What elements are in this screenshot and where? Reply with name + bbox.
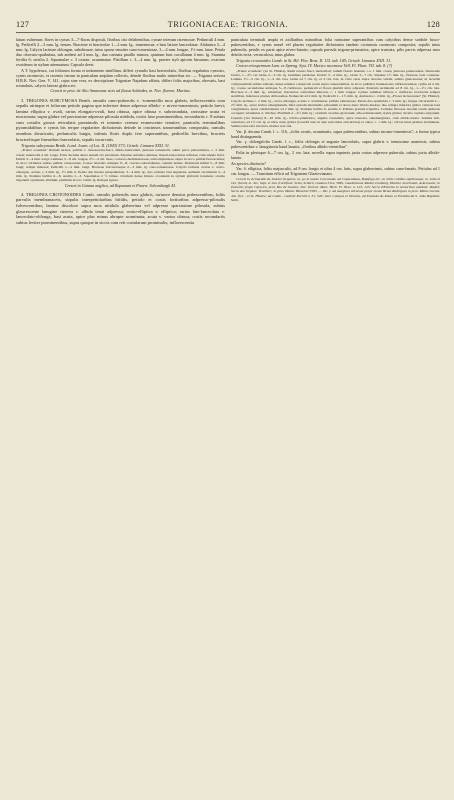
- paragraph: Croton eriospermum Lam. ex Spreng. Syst. IV. Mexico racemose Vell. Fl. Flum. VII. tab. 8. (?): [236, 63, 393, 69]
- paragraph: Var. δ. elliptica, foliis majusculis, ad 8 cm. longis et ultra 4 cm. latis, supra glaberrimis, subtus cano-lanatis. Petiolus ad 1 cm. longus. — Transitum efficit ad Trigoniam Glaziovianam.: [231, 166, 440, 177]
- right-column: [231, 37, 440, 226]
- paragraph: Folia in plerisque 6—7 cm. lg., 2 cm. lata; novella supra inprimis juxta costas adpresse puberula, subtus juxta albido-lanata.: [231, 149, 440, 161]
- species-heading: 3. TRIGONIA SUBCYMOSA Benth. ramulis cano-puberulis v. -tomentellis mox glabris, inflorescentiis cum sepalis utrinque et foliorum petiolo pagina que inferiore dense adpresse albido- v. niveo-tomentosis; petiolo brevi; lamina elliptica v. ovali, rarius elongato-ovali, basi obtusa, apice obtusa v. subrotundata, rarissime acuta et mucronata; supra glabra vel parciusime adpresse pilosula nitidula, costis laxe prominentibus, secundariis c. 8 subtus cum costulis grosse reticulatis prominulis et tomento cereum evanescente tenuiter; paniculis terminalibus pyramidalibus e cymis bis terque regulariter dichotomis deinde in cincinnos transeuntibus compositis; ramulis omnibus divaricatis; pedunculis longis, infimis floris duplo fere superantibus, pedicellis brevibus, bracteis bracteolisque linearibus-lanceolatis, sepalis incurvatis.: [16, 97, 225, 142]
- left-column: [16, 37, 225, 226]
- running-header: [16, 18, 440, 33]
- paragraph: Crescit in Guiana anglica, ad Rapununi et Pirara: Schomburgk 43.: [64, 182, 177, 188]
- paragraph: Var. β. decana Camb. l. c. 116, „foliis ovatis, acuminatis, supra pubescentibus, subtus incano-tomentosis"; a forma typica haud distinguenda.: [231, 128, 440, 139]
- page-number-left: 127: [16, 20, 30, 29]
- paragraph: Crescit in vicinia Rio de Janeiro frequens, ex. gr. in monte Corcovado, ad Copacabana, Botafogo etc., in silvis cultibus septibusque, m. Julio et Oct. floruit, m. Jul., Sept. et Jan. fructificat: Sello, Schüch, Glaziou 3114, 5881, Gaudichaud, Riedel, Lindberg, Houllet, Luschnath, Ackermann; in fruticetis prope Cajoeiro, prov. Rio de Janeiro, Dec. florens: Mart. Herb. Fl. Bras. n. 123, 125; Serra d'Estrella in nemoribus umidum: Riedel; Serra dos Orgãos: Ventilher; in prov. Bahia: Blanchet 3583. — Var. γ. ad margines silvarum prope vicum Bento Rodrigues in prov. Minas Gerais, Jan. flor. ; et St. Hilaire; ad Caldo - Gabriel Pochili n. 31, 326; inter Campos et Victoria, ad Fazenda do Paulo et Presidio da S. João Baptista: Sello.: [231, 176, 440, 202]
- paragraph: A T. hypoleuca, cui foliorum forma et indumento simillima, differt cymulis basi bracteolatis, floribus regularius cymosis, cymis racemosis, et racemis iterum in paniculam amplam collectis, deinde floribus multo minoribus etc. — Trigonia sericea H.B.K. Nov. Gen. V. 141, cujus sine vera, ex descriptione Trigoniae Najadum affinis, differt foliis majoribus, obovatis, basi rotundatis, calycis laterae glabra etc.: [16, 67, 225, 88]
- paragraph: Crescit in prov. de Alto Amazonas vicis ad fluxus Sobindes, m. Nov. florens: Martius.: [50, 88, 191, 94]
- species-heading: 4. TRIGONIA CROTONOIDES Camb. ramulis puberulis mox glabris, rariusve densius pubescentibus; foliis parvulis membranaceis, stipulis interpetiolaribus bifidis, petiolo et costis fortiuribus adpresso-pilosulis fulvescentibus; lamina discolore supra mox nitidula glaberrima vel adpresse sparsissime pilosula, subtus glaucescente lanugine cinerea v. albida tenui adpressa; ovato-elliptica v. elliptica; rarius lato-lanceolata v. lanceolato-oblonga, basi acuta, apice plus minus abrupte acuminata; acuta v. varius obtusa; costis secundariis subtus leviter prominentibus, supra quoque in siccis cum reti costularum prominulis; inflorescentia: [16, 191, 225, 225]
- paragraph: Trigonia crotonoides Camb. in St. Hil. Flor. Bras. II. 115. tab. 105; Griseb. Linnaea XXII. 31.: [236, 57, 392, 63]
- paragraph: latum vulnerum; flores in cymas 3—7-floras dispositi, floribus cito delabentibus, cymae interum racemosae. Pedunculi 4 mm. lg. Pedicelli 2—3 mm. lg. tenues. Bracteae et bracteolae 1—2 mm. lg., tomentosae, e basi latiore lanceolatae. Alabastra 3—4 mm. lg. Calycis laciniae oblongae, subobtusae, intus sparse tenuiter cano-tomentosae, 3—4 mm. longae, 1½ mm. latae. Petala duo obovato-spathulata, sub anthesi ad 4 mm. lg., duo carinata pauillo minora, quintum basi cucullatum 4 mm. lg. Stamina fertilia 6; sterilia 2. Squamulae c. 3 ovatae, acuminatae. Pistillum c. 3—4 mm. lg. praeter styli apicem hirsutum; ovarium ovoideum in stylum attenuatum. Capsula deest.: [16, 37, 225, 68]
- paragraph: Trigonia subcymosa Benth. Lond. Journ. of Lot. II. (1843) 373; Griseb. Linnaea XXII. 31.: [21, 142, 170, 148]
- paragraph: „Frutex scandens" (ex St. Hilaire). Rami teretes fusci, lenticellati; ramuli floreis brunnei, c.a. 1 mm. crassi, juniores pubescentes. Internodia brevia, 1—2½ vel rarius 2—3 cm. lg. Gemmae perulatae. Petioli 3—4 mm. lg., rarius 3—7 cm. Stipulae 1½ mm. lg., fissurae, basi connatae. Lamina 1½—5 cm. lg., 1—2 cm. lata, rarius ad 7 cm. lg. et 3 cm. lata, in vivis certe supra obscure viridis, subtus glaucescens; in novellis compressulum subtus tomento dense tenuiter conspicuis costis supra canescentibus, in sicco pallidior brunnescens. Inflorescentiae, cymis ad 4 cm. lg.; costae secundariae utrinque 5—8 crebriores, pedunculi et flores plurimi ultra adpressi. Panicula terminalis ad 8 cm. lg., 1—1½ cm. lata. Bracteae 2—3 mm. lg., subulatae; bracteolae conformes minores, c. 1 mm. longae. Cymae summae trifurae v. uniflorae, bracteolis semper sterilibus, inferiores pluries dichotomae. Pedunculi ad 2 mm. lg. Pedicelli 1—1½ mm. lg. Alabastra c. 2 mm. lg. „Flores lactescentes" (St. Hilaire). Calycis laciniae c. 2 mm. lg., ovato-oblongae, acutae v. acuminatae, pallide tomentosae. Petala duo spathulata c. 3 mm. lg.; lingue calcaratum 2—2½ mm. lg., apice leviter emarginatum, infra apicem intermedio pilosulum et dorso nunc albido-lanatae; duo reliqua inferiora glabra carinata basi conglutinata, apice candidolanata ad 2 mm. lg. Stamina fertilia 6, sterilia 4. Pollinis granula tripartita. Cellulae fibrosae dorsum totum antherae occupant. Glandulae 2, trilobae. Pistillum 2—2½ mm. lg.; ovarium ovoideo-globosum, albo-tomentosum; stylus glaber; stroma capitato-trigonum. Capsula (vix matura) 8—10 mm. lg., trilobo-prismatica, angulis rotundatis, apice truncata, subemarginata, cum albido-lanata. Semina sub-carnulosa, ad 1½ cm. lg. et ultra, nunc glabra (Lourdil tunc in ante sericoides obscuricles) et ontos, c. 1 mm. lg.; valvae intus glabrae stramineae. Semina lana rufa involuta, matura non visi.: [231, 68, 440, 129]
- paragraph: An species distincta?: [231, 160, 266, 166]
- paragraph: Var. γ. oblongifolia Camb. l. c., foliis oblongis et anguste lanceolatis, supra glabris v. tenuissime araneosis, subtus pubescentibus v. lanuginosis haud lanatis; „floribus albido-virentibus".: [231, 139, 440, 150]
- running-title: TRIGONIACEAE: TRIGONIA.: [167, 20, 289, 29]
- two-column-body: [16, 37, 440, 226]
- page-number-right: 128: [426, 20, 440, 29]
- paragraph: „Frutex scandens" Ramuli teretes, pallide v. cinerascenti-fusci, albido-lenticellati, juniores tomentelli, adulti parce puberulentes, c. 2 mm. crassi; internodia 4 cm. longa. Folia decidua altera annum vix persistunt. Stipulae subulato-deltatae, lineari-lanceolatae reflexae; cum stipula brevi. Petioli 3—4 mm. longi. Laminae 5—8 cm. longae, 2½—4 cm. latae, coriaceo-membranaceae, subcomplanatae, supra in sicco pallide fuscescentes; in sicco viridulae subtus pallide canescentes. Costae laterales utrinque 6—8, curvato-adscendentes, venulis densis. Pedunculi infimi 5—8 mm. longi; reliqui minores; Pedicelli 1—2 mm. longi. Bracteae bracteolaeque 2—3 mm. lg. cano-tomentosae. Calycis laciniae ovatae v. ovato-oblongae, acutae, c. 4 mm. lg., 1½ mm. lt. Petala duo lineata subspathulata, 3—4 mm. lg., duo carinata basi angustata, quintum cucullatum 3—4 mm. lg. Stamina fertilia 6—8, sterilia 2—3. Squamulae 2 ½ triinae. Ovarium dense hirsuto ovoideum in stylum glabrum transiens; stroma trigonum capitatum, albidum; pistillum in toto 3 mm. lg. Reliqua ignota.: [16, 148, 225, 183]
- paragraph: paniculata terminali ampla et axillaribus minoribus folia rariusime superantibus cum calycibus dense sordide fusco-pubescentibus, e cymis semel vel pluries regulariter dichotomis tandem cicinnosis racemosis composita; sepalis intus puberulis, petalis ex parte apice niveo-lanatis; capsula parvula trigono-prismatica, apice truncata, pilis parvis adpressa mox detritis tecta, verruculosa, intus glabra.: [231, 37, 440, 58]
